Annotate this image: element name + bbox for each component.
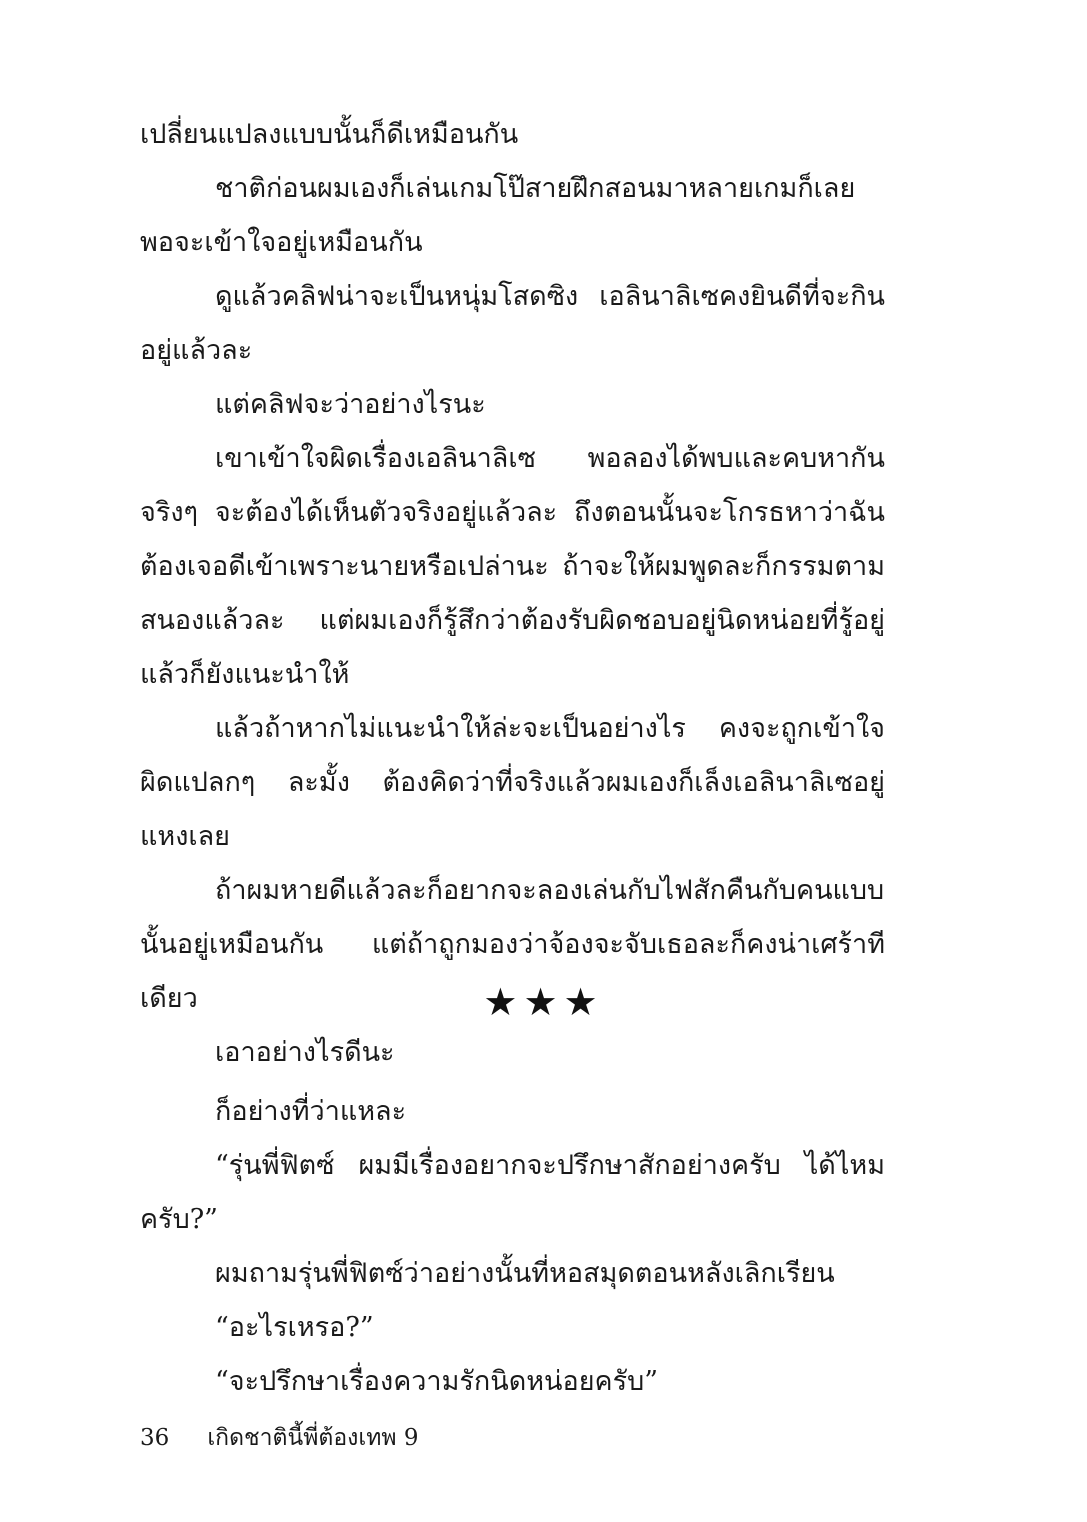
page-number: 36	[140, 1425, 170, 1451]
paragraph: ผมถามรุ่นพี่ฟิตซ์ว่าอย่างนั้นที่หอสมุดตอนหลังเลิกเรียน	[215, 1258, 835, 1289]
book-title: เกิดชาตินี้พี่ต้องเทพ 9	[207, 1425, 419, 1451]
text-section-bottom	[140, 1085, 885, 1409]
dialogue-paragraph: “รุ่นพี่ฟิตซ์ ผมมีเรื่องอยากจะปรึกษาสักอย่างครับ ได้ไหมครับ?”	[140, 1150, 885, 1235]
paragraph: แล้วถ้าหากไม่แนะนำให้ล่ะจะเป็นอย่างไร คงจะถูกเข้าใจผิดแปลกๆ ละมั้ง ต้องคิดว่าที่จริงแล้วผมเองก็เล็งเอลินาลิเซอยู่แหงเลย	[140, 713, 885, 852]
paragraph: ดูแล้วคลิฟน่าจะเป็นหนุ่มโสดซิง เอลินาลิเซคงยินดีที่จะกินอยู่แล้วละ	[140, 281, 885, 366]
paragraph: ก็อย่างที่ว่าแหละ	[215, 1096, 407, 1127]
paragraph: เปลี่ยนแปลงแบบนั้นก็ดีเหมือนกัน	[140, 119, 519, 150]
text-section-top	[140, 108, 885, 1080]
paragraph: ถ้าผมหายดีแล้วละก็อยากจะลองเล่นกับไฟสักคืนกับคนแบบนั้นอยู่เหมือนกัน แต่ถ้าถูกมองว่าจ้องจะจับเธอละก็คงน่าเศร้าทีเดียว	[140, 875, 885, 1014]
paragraph: แต่คลิฟจะว่าอย่างไรนะ	[215, 389, 486, 420]
paragraph: เขาเข้าใจผิดเรื่องเอลินาลิเซ พอลองได้พบและคบหากันจริงๆ จะต้องได้เห็นตัวจริงอยู่แล้วละ ถึงตอนนั้นจะโกรธหาว่าฉันต้องเจอดีเข้าเพราะนายหรือเปล่านะ ถ้าจะให้ผมพูดละก็กรรมตามสนองแล้วละ แต่ผมเองก็รู้สึกว่าต้องรับผิดชอบอยู่นิดหน่อยที่รู้อยู่แล้วก็ยังแนะนำให้	[140, 443, 885, 690]
section-divider-stars: ★★★	[483, 980, 604, 1024]
paragraph: เอาอย่างไรดีนะ	[215, 1037, 395, 1068]
page-footer	[140, 1418, 419, 1458]
dialogue-paragraph: “จะปรึกษาเรื่องความรักนิดหน่อยครับ”	[215, 1366, 659, 1397]
paragraph: ชาติก่อนผมเองก็เล่นเกมโป๊สายฝึกสอนมาหลายเกมก็เลยพอจะเข้าใจอยู่เหมือนกัน	[140, 173, 856, 258]
dialogue-paragraph: “อะไรเหรอ?”	[215, 1312, 374, 1343]
